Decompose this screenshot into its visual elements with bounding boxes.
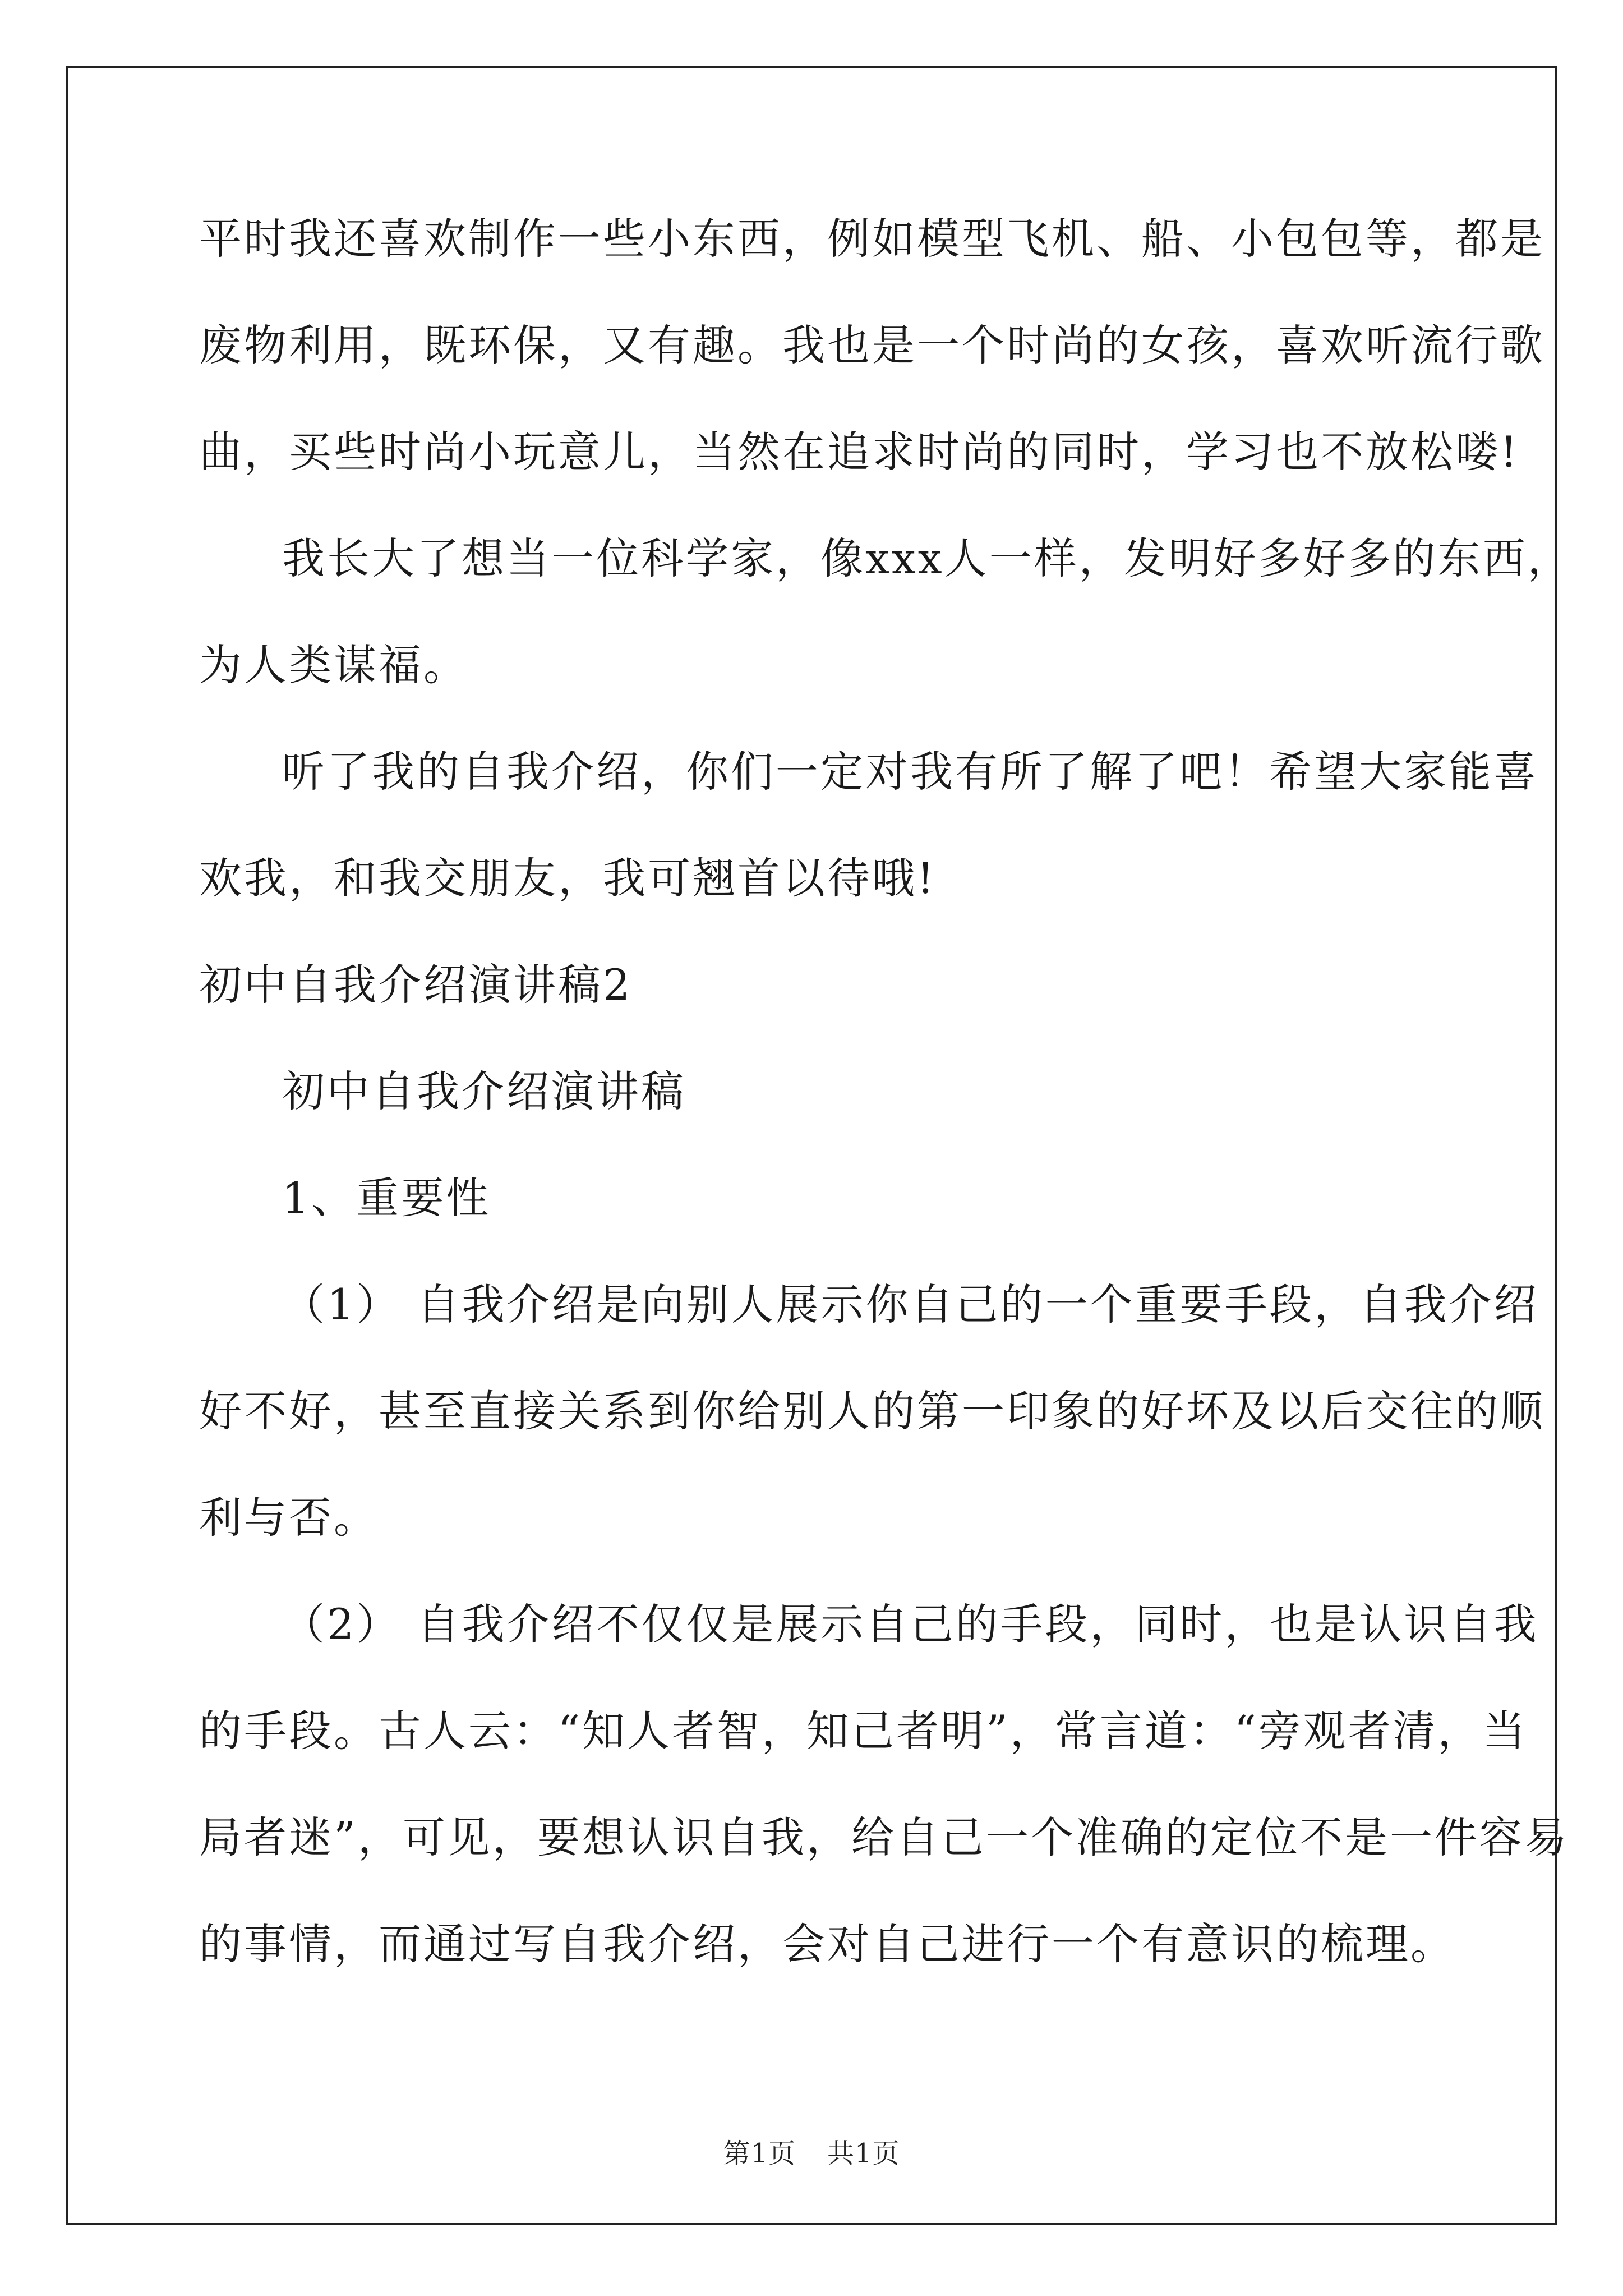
text-line: 欢我，和我交朋友，我可翘首以待哦! — [199, 853, 937, 903]
text-line: 平时我还喜欢制作一些小东西，例如模型飞机、船、小包包等，都是 — [199, 214, 1545, 264]
text-line: 为人类谋福。 — [199, 640, 468, 690]
text-line: 废物利用，既环保，又有趣。我也是一个时尚的女孩，喜欢听流行歌 — [199, 320, 1545, 370]
text-line: 的事情，而通过写自我介绍，会对自己进行一个有意识的梳理。 — [199, 1919, 1455, 1969]
section-heading: 初中自我介绍演讲稿2 — [199, 960, 633, 1010]
document-body — [199, 208, 1573, 2019]
list-heading: 1、重要性 — [282, 1173, 491, 1223]
text-line: （1） 自我介绍是向别人展示你自己的一个重要手段，自我介绍 — [282, 1280, 1539, 1329]
text-line: 听了我的自我介绍，你们一定对我有所了解了吧！希望大家能喜 — [282, 747, 1538, 797]
text-line: 的手段。古人云：“知人者智，知己者明”，常言道：“旁观者清，当 — [199, 1706, 1528, 1756]
text-line: 曲，买些时尚小玩意儿，当然在追求时尚的同时，学习也不放松喽! — [199, 427, 1520, 477]
text-line: 好不好，甚至直接关系到你给别人的第一印象的好坏及以后交往的顺 — [199, 1386, 1545, 1436]
page-footer — [0, 2132, 1623, 2170]
text-line: （2） 自我介绍不仅仅是展示自己的手段，同时，也是认识自我 — [282, 1599, 1539, 1649]
text-line: 利与否。 — [199, 1493, 379, 1543]
text-line: 我长大了想当一位科学家，像xxx人一样，发明好多好多的东西， — [282, 533, 1573, 583]
subheading: 初中自我介绍演讲稿 — [282, 1066, 686, 1116]
text-line: 局者迷”，可见，要想认识自我，给自己一个准确的定位不是一件容易 — [199, 1812, 1569, 1862]
page-total: 共1页 — [827, 2138, 900, 2169]
page-number: 第1页 — [723, 2138, 796, 2169]
